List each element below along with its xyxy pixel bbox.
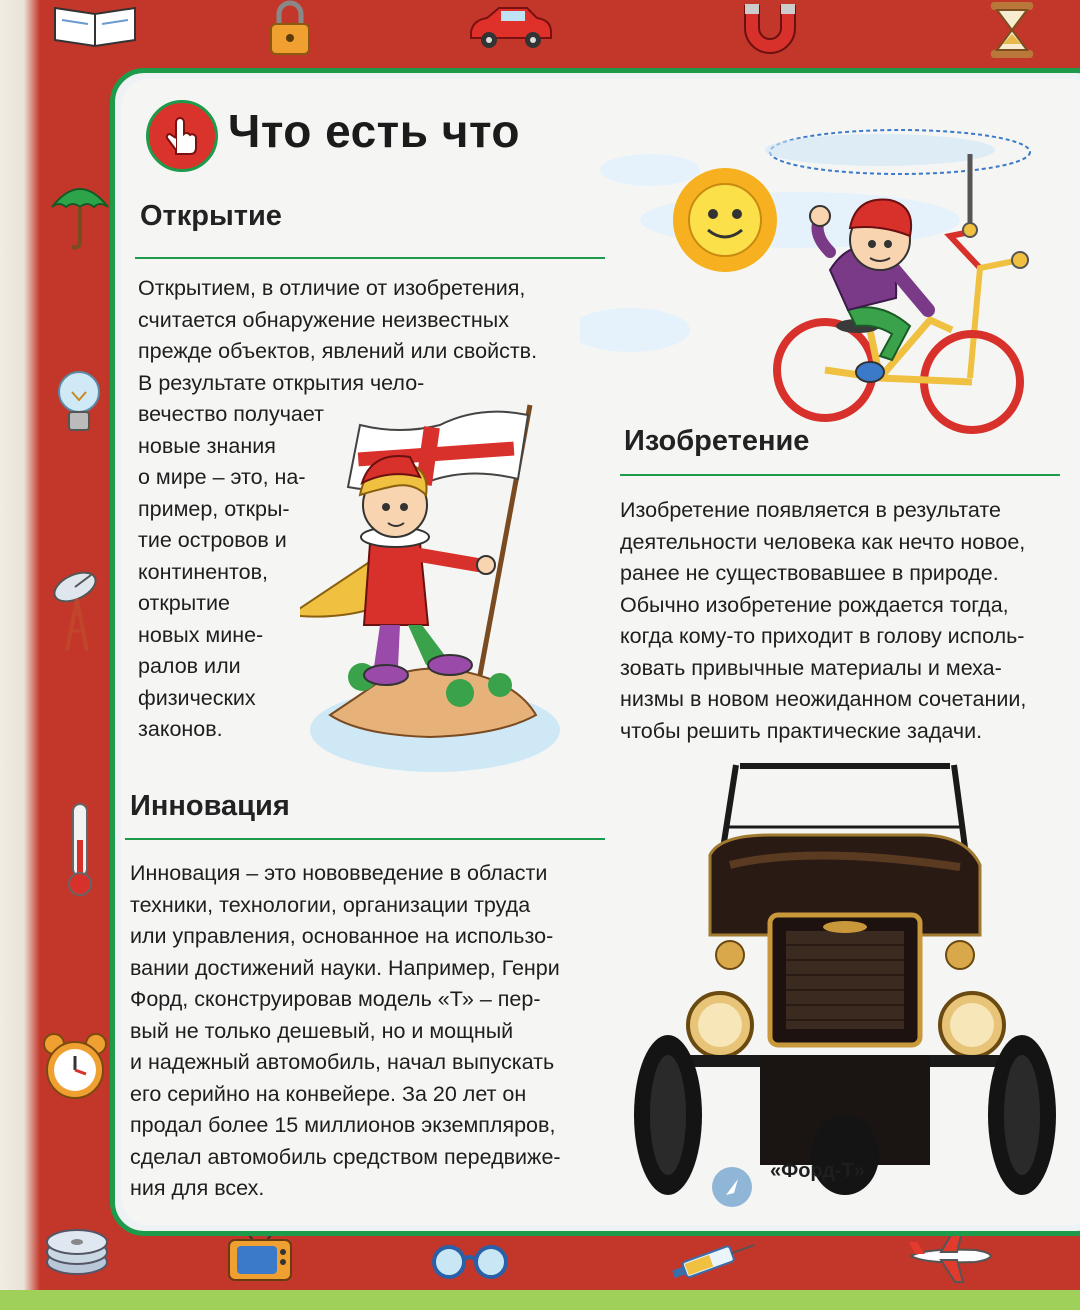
book-icon	[50, 0, 140, 48]
image-caption: «Форд-Т»	[770, 1160, 865, 1182]
ford-model-t-photo	[610, 755, 1060, 1230]
explorer-with-flag-illustration	[300, 395, 580, 785]
thermometer-icon	[60, 800, 100, 900]
padlock-icon	[265, 0, 315, 58]
page-binding-edge	[0, 0, 40, 1310]
satellite-dish-icon	[45, 565, 111, 651]
section-text-discovery: Открытием, в отличие от изобретения, считается обнаружение неизвестных прежде объектов, явлений или свойств. В результате открытия чело- вечество получает новые знания о мире – это, на- пример, откры- тие островов и континентов, открытие новых мине- ралов или физических законов.	[138, 276, 538, 741]
lightbulb-icon	[52, 368, 106, 438]
magnet-icon	[735, 0, 805, 55]
hand-pointer-icon	[146, 100, 218, 172]
umbrella-icon	[48, 175, 112, 255]
bottom-strip	[0, 1290, 1080, 1310]
cd-stack-icon	[42, 1218, 112, 1278]
hourglass-icon	[985, 0, 1039, 60]
section-heading-discovery: Открытие	[140, 200, 282, 232]
section-text-invention: Изобретение появляется в результате деятельности человека как нечто новое, ранее не существовавшее в природе. Обычно изобретение рождается тогда, когда кому-то приходит в голову исполь- зовать привычные материалы и меха- низмы в новом неожиданном сочетании, чтобы решить практические задачи.	[620, 498, 1027, 743]
section-heading-invention: Изобретение	[624, 425, 810, 457]
section-rule	[135, 257, 605, 259]
cursor-icon	[712, 1167, 752, 1207]
section-rule	[620, 474, 1060, 476]
section-rule	[125, 838, 605, 840]
syringe-icon	[665, 1232, 761, 1288]
alarm-clock-icon	[40, 1030, 110, 1105]
flying-bicycle-illustration	[580, 120, 1050, 440]
toy-car-icon	[465, 2, 555, 50]
page-title: Что есть что	[228, 105, 520, 157]
section-heading-innovation: Инновация	[130, 790, 290, 822]
sun-icon	[673, 168, 777, 272]
tv-icon	[225, 1228, 295, 1288]
glasses-icon	[425, 1238, 515, 1282]
section-text-innovation: Инновация – это нововведение в области техники, технологии, организации труда или управления, основанное на использо- вании достижений науки. Например, Генри Форд, сконструировав модель «Т» – пер- вый не только дешевый, но и мощный и надежный автомобиль, начал выпускать его серийно на конвейере. За 20 лет он продал более 15 миллионов экземпляров, сделал автомобиль средством передвиже- ния для всех.	[130, 861, 561, 1200]
